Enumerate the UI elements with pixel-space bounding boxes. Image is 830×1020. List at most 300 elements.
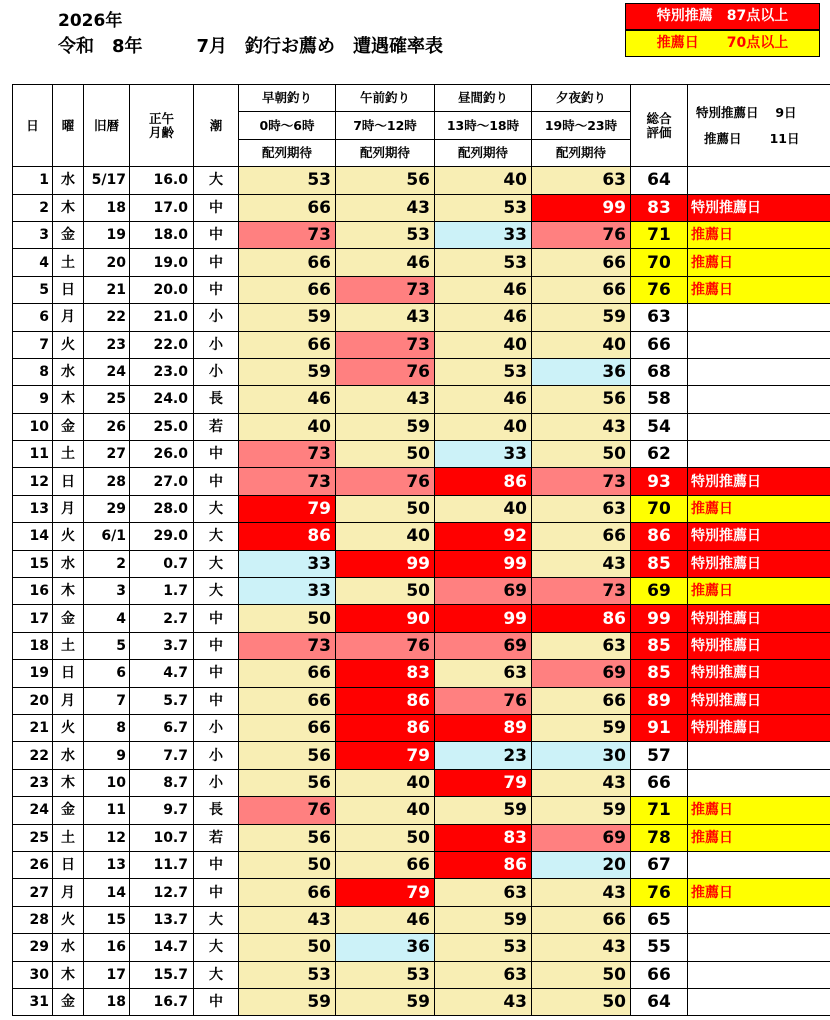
period-score-cell: 66 [239,249,336,276]
moon-age-cell: 20.0 [130,276,194,303]
period-score-cell: 66 [239,276,336,303]
day-cell: 23 [13,769,53,796]
recommend-note-cell [688,167,830,194]
lunar-date-cell: 23 [84,331,130,358]
weekday-cell: 土 [53,249,84,276]
period-score-cell: 46 [336,906,435,933]
moon-age-cell: 26.0 [130,441,194,468]
period-score-cell: 90 [336,605,435,632]
lunar-date-cell: 14 [84,879,130,906]
table-row [13,851,830,878]
day-cell: 12 [13,468,53,495]
day-cell: 19 [13,660,53,687]
total-score-cell: 57 [631,742,688,769]
period-score-cell: 76 [435,687,532,714]
recommend-note-cell [688,961,830,988]
period-score-cell: 40 [336,769,435,796]
legend-recommend: 推薦日 70点以上 [625,30,820,57]
recommend-note-cell [688,769,830,796]
weekday-cell: 火 [53,714,84,741]
period-score-cell: 63 [435,879,532,906]
recommend-note-cell [688,331,830,358]
table-row [13,523,830,550]
header-total: 総合 評価 [631,85,688,167]
page-title: 令和 8年 7月 釣行お薦め 遭遇確率表 [58,36,444,57]
weekday-cell: 月 [53,495,84,522]
recommend-note-cell [688,742,830,769]
period-score-cell: 46 [435,386,532,413]
period-score-cell: 56 [336,167,435,194]
moon-age-cell: 3.7 [130,632,194,659]
lunar-date-cell: 22 [84,304,130,331]
tide-cell: 中 [194,632,239,659]
moon-age-cell: 22.0 [130,331,194,358]
recommend-note-cell: 推薦日 [688,221,830,248]
period-score-cell: 63 [532,632,631,659]
header-period-name: 昼間釣り [435,85,532,112]
day-cell: 6 [13,304,53,331]
period-score-cell: 86 [336,714,435,741]
tide-cell: 大 [194,167,239,194]
moon-age-cell: 0.7 [130,550,194,577]
day-cell: 5 [13,276,53,303]
tide-cell: 中 [194,249,239,276]
header-tide: 潮 [194,85,239,167]
lunar-date-cell: 29 [84,495,130,522]
period-score-cell: 79 [239,495,336,522]
period-score-cell: 43 [435,988,532,1015]
period-score-cell: 53 [435,934,532,961]
period-score-cell: 59 [532,304,631,331]
total-score-cell: 83 [631,194,688,221]
day-cell: 21 [13,714,53,741]
period-score-cell: 53 [239,167,336,194]
lunar-date-cell: 18 [84,988,130,1015]
table-row [13,961,830,988]
tide-cell: 小 [194,358,239,385]
lunar-date-cell: 11 [84,797,130,824]
lunar-date-cell: 15 [84,906,130,933]
weekday-cell: 水 [53,167,84,194]
total-score-cell: 63 [631,304,688,331]
table-row [13,578,830,605]
period-score-cell: 73 [239,221,336,248]
table-row [13,632,830,659]
lunar-date-cell: 10 [84,769,130,796]
tide-cell: 中 [194,687,239,714]
period-score-cell: 53 [435,249,532,276]
recommend-note-cell: 推薦日 [688,578,830,605]
weekday-cell: 月 [53,687,84,714]
period-score-cell: 99 [532,194,631,221]
period-score-cell: 89 [435,714,532,741]
period-score-cell: 59 [532,797,631,824]
header-period-name: 午前釣り [336,85,435,112]
table-row [13,358,830,385]
lunar-date-cell: 4 [84,605,130,632]
total-score-cell: 66 [631,331,688,358]
day-cell: 30 [13,961,53,988]
period-score-cell: 79 [435,769,532,796]
period-score-cell: 59 [435,797,532,824]
recommend-note-cell [688,851,830,878]
total-score-cell: 71 [631,221,688,248]
total-score-cell: 89 [631,687,688,714]
recommend-note-cell: 特別推薦日 [688,468,830,495]
header-period-time: 0時～6時 [239,112,336,139]
period-score-cell: 66 [239,194,336,221]
period-score-cell: 83 [435,824,532,851]
moon-age-cell: 8.7 [130,769,194,796]
weekday-cell: 日 [53,276,84,303]
table-row [13,769,830,796]
moon-age-cell: 17.0 [130,194,194,221]
weekday-cell: 金 [53,221,84,248]
period-score-cell: 43 [532,550,631,577]
lunar-date-cell: 19 [84,221,130,248]
table-row [13,221,830,248]
moon-age-cell: 27.0 [130,468,194,495]
period-score-cell: 76 [336,468,435,495]
recommend-note-cell: 特別推薦日 [688,605,830,632]
weekday-cell: 水 [53,742,84,769]
special-count-value: 9日 [775,104,797,120]
day-cell: 26 [13,851,53,878]
moon-age-cell: 16.7 [130,988,194,1015]
period-score-cell: 73 [239,632,336,659]
moon-age-cell: 29.0 [130,523,194,550]
header-day: 日 [13,85,53,167]
header-period-time: 19時～23時 [532,112,631,139]
period-score-cell: 79 [336,742,435,769]
period-score-cell: 59 [239,988,336,1015]
header-period-name: 早朝釣り [239,85,336,112]
day-cell: 4 [13,249,53,276]
day-cell: 3 [13,221,53,248]
period-score-cell: 86 [239,523,336,550]
period-score-cell: 43 [532,879,631,906]
recommend-note-cell: 推薦日 [688,276,830,303]
weekday-cell: 土 [53,824,84,851]
table-row [13,331,830,358]
table-row [13,824,830,851]
recommend-note-cell: 特別推薦日 [688,523,830,550]
table-row [13,167,830,194]
total-score-cell: 76 [631,879,688,906]
table-row [13,988,830,1015]
period-score-cell: 33 [435,441,532,468]
weekday-cell: 火 [53,331,84,358]
total-score-cell: 54 [631,413,688,440]
period-score-cell: 56 [532,386,631,413]
recommend-note-cell [688,386,830,413]
period-score-cell: 99 [435,605,532,632]
period-score-cell: 99 [336,550,435,577]
weekday-cell: 土 [53,441,84,468]
table-row [13,413,830,440]
moon-age-cell: 13.7 [130,906,194,933]
table-row [13,550,830,577]
period-score-cell: 40 [336,523,435,550]
period-score-cell: 43 [532,934,631,961]
period-score-cell: 36 [336,934,435,961]
period-score-cell: 50 [336,495,435,522]
total-score-cell: 68 [631,358,688,385]
moon-age-cell: 21.0 [130,304,194,331]
day-cell: 7 [13,331,53,358]
total-score-cell: 85 [631,632,688,659]
period-score-cell: 73 [532,468,631,495]
total-score-cell: 55 [631,934,688,961]
moon-age-cell: 6.7 [130,714,194,741]
period-score-cell: 53 [336,221,435,248]
moon-age-cell: 7.7 [130,742,194,769]
tide-cell: 長 [194,797,239,824]
table-row [13,879,830,906]
period-score-cell: 40 [239,413,336,440]
period-score-cell: 86 [532,605,631,632]
day-cell: 31 [13,988,53,1015]
period-score-cell: 73 [532,578,631,605]
day-cell: 18 [13,632,53,659]
recommend-note-cell: 推薦日 [688,824,830,851]
tide-cell: 中 [194,194,239,221]
period-score-cell: 56 [239,769,336,796]
tide-cell: 大 [194,934,239,961]
period-score-cell: 63 [532,495,631,522]
period-score-cell: 59 [532,714,631,741]
weekday-cell: 月 [53,879,84,906]
recommend-note-cell: 特別推薦日 [688,660,830,687]
lunar-date-cell: 20 [84,249,130,276]
table-row [13,249,830,276]
moon-age-cell: 16.0 [130,167,194,194]
lunar-date-cell: 7 [84,687,130,714]
total-score-cell: 76 [631,276,688,303]
day-cell: 14 [13,523,53,550]
day-cell: 1 [13,167,53,194]
day-cell: 22 [13,742,53,769]
header-period-expect: 配列期待 [336,139,435,166]
total-score-cell: 93 [631,468,688,495]
table-row [13,276,830,303]
moon-age-cell: 9.7 [130,797,194,824]
tide-cell: 中 [194,660,239,687]
table-row [13,797,830,824]
period-score-cell: 40 [435,331,532,358]
period-score-cell: 40 [435,495,532,522]
day-cell: 16 [13,578,53,605]
period-score-cell: 46 [435,304,532,331]
header-lunar: 旧暦 [84,85,130,167]
weekday-cell: 土 [53,632,84,659]
period-score-cell: 59 [239,304,336,331]
lunar-date-cell: 6/1 [84,523,130,550]
tide-cell: 長 [194,386,239,413]
lunar-date-cell: 5 [84,632,130,659]
moon-age-cell: 5.7 [130,687,194,714]
period-score-cell: 86 [435,468,532,495]
table-row [13,386,830,413]
period-score-cell: 30 [532,742,631,769]
period-score-cell: 53 [435,194,532,221]
table-body [13,167,830,1016]
total-score-cell: 91 [631,714,688,741]
tide-cell: 小 [194,331,239,358]
rec-count-value: 11日 [769,130,800,146]
header-period-time: 7時～12時 [336,112,435,139]
period-score-cell: 20 [532,851,631,878]
total-score-cell: 66 [631,769,688,796]
total-score-cell: 86 [631,523,688,550]
weekday-cell: 日 [53,660,84,687]
period-score-cell: 43 [336,194,435,221]
header-counts [688,85,830,167]
total-score-cell: 67 [631,851,688,878]
header-period-expect: 配列期待 [435,139,532,166]
period-score-cell: 36 [532,358,631,385]
total-score-cell: 69 [631,578,688,605]
rec-count-label: 推薦日 [704,130,742,146]
table-row [13,742,830,769]
period-score-cell: 92 [435,523,532,550]
rec-count-row [688,131,830,147]
period-score-cell: 69 [435,578,532,605]
lunar-date-cell: 8 [84,714,130,741]
period-score-cell: 46 [336,249,435,276]
period-score-cell: 43 [239,906,336,933]
recommend-note-cell [688,441,830,468]
lunar-date-cell: 12 [84,824,130,851]
weekday-cell: 木 [53,769,84,796]
tide-cell: 大 [194,906,239,933]
table-row [13,660,830,687]
period-score-cell: 53 [239,961,336,988]
lunar-date-cell: 27 [84,441,130,468]
weekday-cell: 水 [53,550,84,577]
tide-cell: 大 [194,961,239,988]
recommend-note-cell: 特別推薦日 [688,194,830,221]
tide-cell: 若 [194,824,239,851]
total-score-cell: 64 [631,167,688,194]
weekday-cell: 火 [53,906,84,933]
total-score-cell: 99 [631,605,688,632]
recommend-note-cell [688,934,830,961]
header-period-expect: 配列期待 [532,139,631,166]
period-score-cell: 69 [532,660,631,687]
day-cell: 13 [13,495,53,522]
weekday-cell: 金 [53,797,84,824]
tide-cell: 大 [194,578,239,605]
period-score-cell: 40 [336,797,435,824]
period-score-cell: 76 [532,221,631,248]
period-score-cell: 50 [336,441,435,468]
table-row [13,605,830,632]
total-score-cell: 64 [631,988,688,1015]
period-score-cell: 33 [435,221,532,248]
period-score-cell: 43 [336,386,435,413]
period-score-cell: 53 [435,358,532,385]
period-score-cell: 73 [336,276,435,303]
period-score-cell: 46 [239,386,336,413]
period-score-cell: 56 [239,742,336,769]
tide-cell: 中 [194,851,239,878]
period-score-cell: 40 [435,413,532,440]
period-score-cell: 66 [239,660,336,687]
table-row [13,714,830,741]
tide-cell: 小 [194,714,239,741]
period-score-cell: 66 [532,249,631,276]
header-period-time: 13時～18時 [435,112,532,139]
period-score-cell: 50 [336,578,435,605]
moon-age-cell: 18.0 [130,221,194,248]
fishing-probability-table [12,84,830,1016]
moon-age-cell: 28.0 [130,495,194,522]
period-score-cell: 66 [239,714,336,741]
header-period-name: 夕夜釣り [532,85,631,112]
period-score-cell: 59 [435,906,532,933]
tide-cell: 大 [194,495,239,522]
tide-cell: 中 [194,988,239,1015]
day-cell: 8 [13,358,53,385]
tide-cell: 中 [194,879,239,906]
total-score-cell: 66 [631,961,688,988]
period-score-cell: 66 [239,331,336,358]
moon-age-cell: 15.7 [130,961,194,988]
recommend-note-cell: 推薦日 [688,797,830,824]
period-score-cell: 63 [435,961,532,988]
period-score-cell: 46 [435,276,532,303]
table-row [13,934,830,961]
moon-age-cell: 14.7 [130,934,194,961]
period-score-cell: 59 [336,988,435,1015]
period-score-cell: 63 [532,167,631,194]
recommend-note-cell [688,304,830,331]
weekday-cell: 水 [53,358,84,385]
weekday-cell: 日 [53,851,84,878]
lunar-date-cell: 5/17 [84,167,130,194]
day-cell: 29 [13,934,53,961]
total-score-cell: 70 [631,249,688,276]
period-score-cell: 66 [532,687,631,714]
period-score-cell: 23 [435,742,532,769]
moon-age-cell: 4.7 [130,660,194,687]
table-row [13,495,830,522]
lunar-date-cell: 26 [84,413,130,440]
day-cell: 11 [13,441,53,468]
legend-special-recommend: 特別推薦 87点以上 [625,3,820,30]
recommend-note-cell [688,413,830,440]
tide-cell: 中 [194,605,239,632]
lunar-date-cell: 2 [84,550,130,577]
period-score-cell: 73 [239,441,336,468]
weekday-cell: 金 [53,605,84,632]
lunar-date-cell: 16 [84,934,130,961]
recommend-note-cell [688,906,830,933]
moon-age-cell: 12.7 [130,879,194,906]
period-score-cell: 56 [239,824,336,851]
period-score-cell: 73 [336,331,435,358]
recommend-note-cell: 推薦日 [688,879,830,906]
total-score-cell: 70 [631,495,688,522]
weekday-cell: 金 [53,413,84,440]
period-score-cell: 50 [532,961,631,988]
lunar-date-cell: 28 [84,468,130,495]
tide-cell: 小 [194,769,239,796]
period-score-cell: 63 [435,660,532,687]
moon-age-cell: 23.0 [130,358,194,385]
tide-cell: 小 [194,742,239,769]
